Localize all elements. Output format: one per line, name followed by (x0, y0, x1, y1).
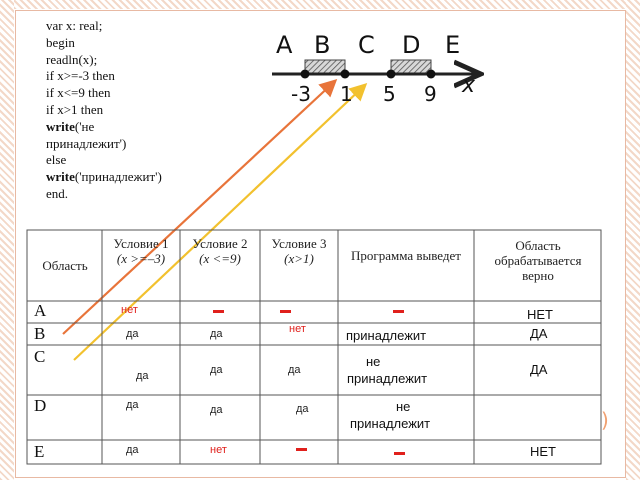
code-line: принадлежит') (46, 135, 127, 151)
point-label-1: 1 (340, 82, 353, 106)
row-b-cond1: да (126, 328, 139, 340)
row-b-cond2: да (210, 328, 223, 340)
row-c-correct: ДА (530, 362, 548, 377)
row-e-cond3-dash (296, 448, 307, 451)
row-c-output-line2: принадлежит (347, 371, 428, 386)
area-label-b: B (314, 31, 331, 59)
orange-arrow (63, 82, 334, 334)
row-a-cond1: нет (121, 304, 138, 316)
hatched-segment-b (305, 60, 345, 74)
row-e-cond1: да (126, 444, 139, 456)
decorative-paren: ) (601, 408, 609, 432)
row-a-output-dash (393, 310, 404, 313)
row-area-b: B (34, 324, 46, 343)
point-label-minus3: -3 (291, 82, 311, 106)
row-area-d: D (34, 396, 47, 415)
area-label-a: A (276, 31, 293, 59)
code-line: write('не (46, 118, 95, 134)
row-b-cond3: нет (289, 323, 306, 335)
row-c-cond3: да (288, 364, 301, 376)
point-1 (341, 70, 350, 79)
row-area-a: A (34, 301, 47, 320)
row-b-correct: ДА (530, 326, 548, 341)
row-d-cond1: да (126, 399, 139, 411)
header-output: Программа выведет (351, 248, 461, 263)
header-correct: Область обрабатывается верно (494, 238, 582, 283)
code-line: if x<=9 then (46, 85, 111, 101)
code-line: end. (46, 185, 69, 201)
header-condition-3: Условие 3 (x>1) (271, 236, 327, 266)
row-d-output-line2: принадлежит (350, 416, 431, 431)
area-label-e: E (445, 31, 461, 59)
code-line: readln(x); (46, 51, 98, 67)
row-a-correct: НЕТ (527, 307, 553, 322)
row-c-cond2: да (210, 364, 223, 376)
row-c-cond1: да (136, 370, 149, 382)
row-area-e: E (34, 442, 45, 461)
point-5 (387, 70, 396, 79)
point-9 (427, 70, 436, 79)
row-b-output: принадлежит (346, 328, 427, 343)
yellow-arrow (74, 86, 364, 360)
hatched-segment-d (391, 60, 431, 74)
code-line: else (46, 152, 67, 168)
row-a-cond2-dash (213, 310, 224, 313)
code-line: begin (46, 34, 75, 50)
row-area-c: C (34, 347, 46, 366)
code-line: if x>1 then (46, 101, 104, 117)
row-d-output-line1: не (396, 399, 411, 414)
row-e-cond2: нет (210, 444, 227, 456)
area-label-d: D (402, 31, 421, 59)
row-c-output-line1: не (366, 354, 381, 369)
point-label-5: 5 (383, 82, 396, 106)
header-condition-2: Условие 2 (x <=9) (192, 236, 248, 266)
row-e-output-dash (394, 452, 405, 455)
header-condition-1: Условие 1 (x >=–3) (113, 236, 169, 266)
point-minus3 (301, 70, 310, 79)
row-e-correct: НЕТ (530, 444, 556, 459)
code-line: write('принадлежит') (46, 169, 162, 185)
header-area: Область (42, 258, 88, 273)
axis-label-x: x (462, 73, 476, 98)
code-line: var x: real; (46, 18, 103, 33)
row-d-cond2: да (210, 404, 223, 416)
row-d-cond3: да (296, 403, 309, 415)
point-label-9: 9 (424, 82, 437, 106)
row-a-cond3-dash (280, 310, 291, 313)
area-label-c: C (358, 31, 375, 59)
code-line: if x>=-3 then (46, 68, 115, 84)
